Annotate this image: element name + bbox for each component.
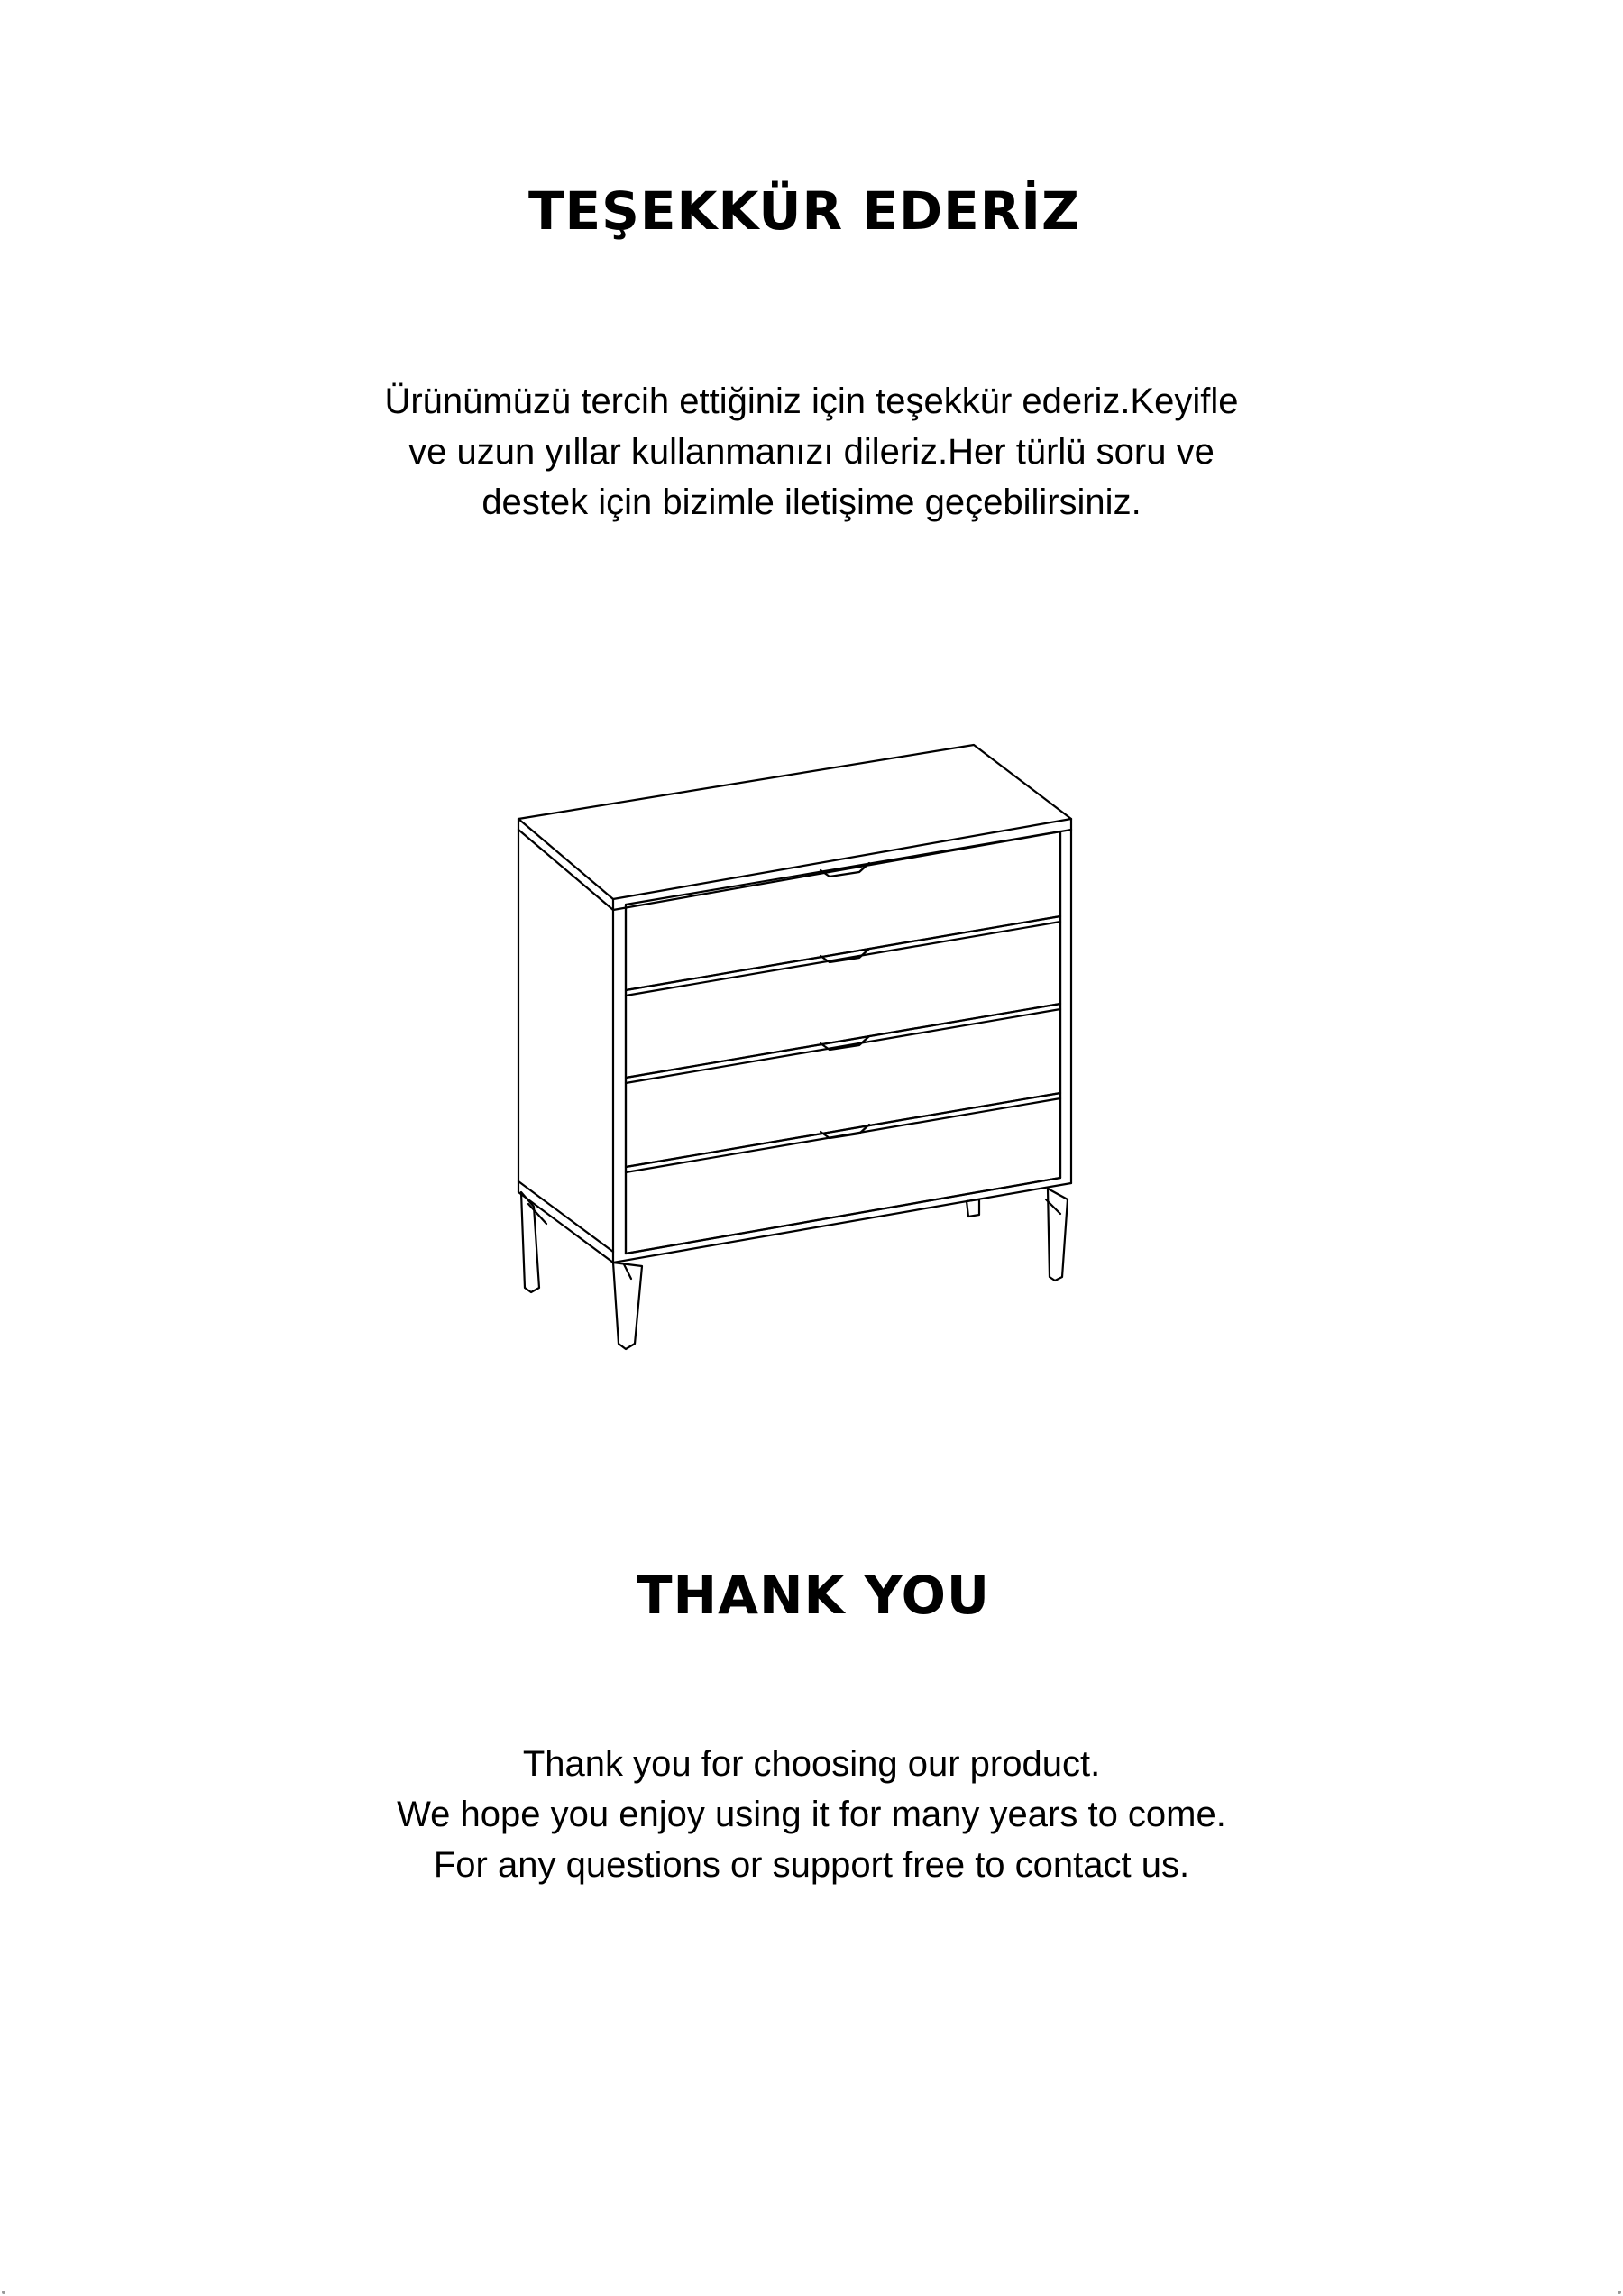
- turkish-message-line-2: ve uzun yıllar kullanmanızı dileriz.Her türlü soru ve: [408, 432, 1215, 472]
- english-message-line-2: We hope you enjoy using it for many years to come.: [397, 1795, 1226, 1834]
- english-heading: THANK YOU: [636, 1565, 990, 1626]
- english-message-line-3: For any questions or support free to contact us.: [433, 1845, 1190, 1885]
- english-message-line-1: Thank you for choosing our product.: [522, 1744, 1101, 1784]
- page-corner-mark: [1618, 2291, 1621, 2294]
- english-message: [0, 1739, 1623, 1890]
- turkish-message-line-1: Ürünümüzü tercih ettiğiniz için teşekkür ederiz.Keyifle: [384, 381, 1239, 421]
- turkish-heading: TEŞEKKÜR EDERİZ: [527, 180, 1081, 242]
- page-corner-mark: [2, 2291, 5, 2294]
- cabinet-legs: [521, 1189, 1068, 1349]
- turkish-message: [0, 376, 1623, 528]
- cabinet-top: [518, 745, 1071, 910]
- turkish-message-line-3: destek için bizimle iletişime geçebilirsiniz.: [481, 482, 1142, 522]
- drawer-2: [626, 916, 1060, 1078]
- chest-of-drawers-illustration: [505, 735, 1100, 1366]
- cabinet-side-panel: [518, 830, 613, 1263]
- drawer-4: [626, 1093, 1060, 1254]
- drawer-3: [626, 1004, 1060, 1167]
